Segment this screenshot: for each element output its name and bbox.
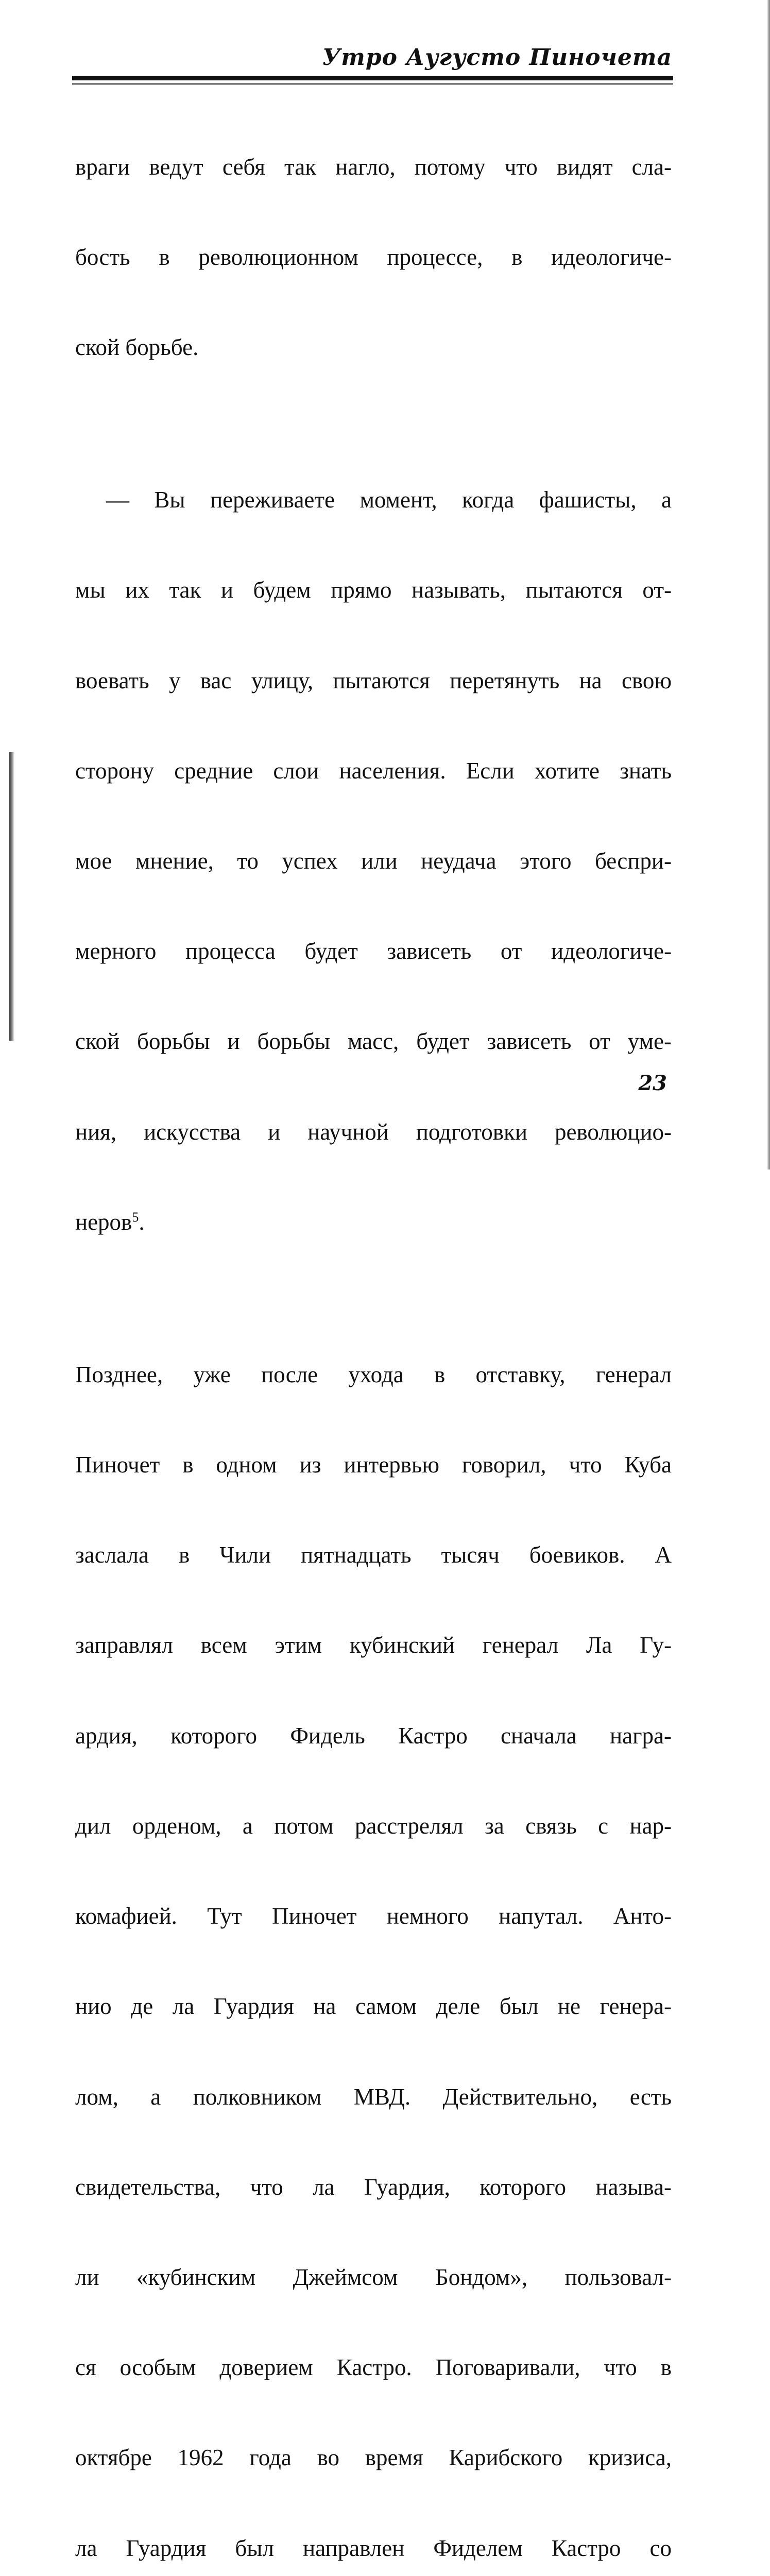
text-line: бость в революционном процессе, в идеологиче- xyxy=(75,244,672,270)
text-line: октябре 1962 года во время Карибского кризиса, xyxy=(75,2445,672,2471)
scan-edge-right xyxy=(767,0,770,1170)
paragraph-1 xyxy=(75,92,672,422)
text-fragment: . xyxy=(139,1209,145,1235)
text-line: мерного процесса будет зависеть от идеологиче- xyxy=(75,938,672,964)
paragraph-3 xyxy=(75,1299,672,2576)
text-line: лом, а полковником МВД. Действительно, есть xyxy=(75,2083,672,2110)
text-line: свидетельства, что ла Гуардия, которого называ- xyxy=(75,2174,672,2200)
header-rule-thin xyxy=(72,83,673,84)
text-line: ния, искусства и научной подготовки революцио- xyxy=(75,1118,672,1145)
text-line: нио де ла Гуардия на самом деле был не генера- xyxy=(75,1993,672,2020)
text-line: ардия, которого Фидель Кастро сначала награ- xyxy=(75,1722,672,1749)
text-line: ли «кубинским Джеймсом Бондом», пользовал- xyxy=(75,2264,672,2290)
text-line: заправлял всем этим кубинский генерал Ла Гу- xyxy=(75,1632,672,1658)
text-line-with-footnote xyxy=(75,1207,672,1237)
text-line: мы их так и будем прямо называть, пытаются от- xyxy=(75,577,672,603)
text-line: ской борьбы и борьбы масс, будет зависеть от уме- xyxy=(75,1028,672,1055)
scan-edge-mark xyxy=(9,752,14,1041)
text-line: Позднее, уже после ухода в отставку, генерал xyxy=(75,1361,672,1387)
text-line: заслала в Чили пятнадцать тысяч боевиков. А xyxy=(75,1542,672,1568)
page-number: 23 xyxy=(638,1071,667,1095)
text-line: сторону средние слои населения. Если хотите знать xyxy=(75,757,672,784)
text-line: мое мнение, то успех или неудача этого беспри- xyxy=(75,848,672,874)
text-line: Пиночет в одном из интервью говорил, что Куба xyxy=(75,1452,672,1478)
footnote-mark[interactable]: 5 xyxy=(132,1209,139,1225)
text-line: ской борьбе. xyxy=(75,334,199,361)
text-line: враги ведут себя так нагло, потому что видят сла- xyxy=(75,154,672,180)
header-rule-thick xyxy=(72,76,673,80)
body-text xyxy=(75,92,672,2576)
paragraph-2 xyxy=(75,425,672,1297)
text-line: дил орденом, а потом расстрелял за связь с нар- xyxy=(75,1812,672,1839)
text-fragment: неров xyxy=(75,1209,132,1235)
text-line: ла Гуардия был направлен Фиделем Кастро со xyxy=(75,2535,672,2561)
running-head-title: Утро Аугусто Пиночета xyxy=(322,44,672,71)
text-line: комафией. Тут Пиночет немного напутал. Анто- xyxy=(75,1903,672,1929)
text-line: — Вы переживаете момент, когда фашисты, а xyxy=(106,487,672,513)
text-line: воевать у вас улицу, пытаются перетянуть на свою xyxy=(75,667,672,693)
text-line: ся особым доверием Кастро. Поговаривали, что в xyxy=(75,2354,672,2381)
